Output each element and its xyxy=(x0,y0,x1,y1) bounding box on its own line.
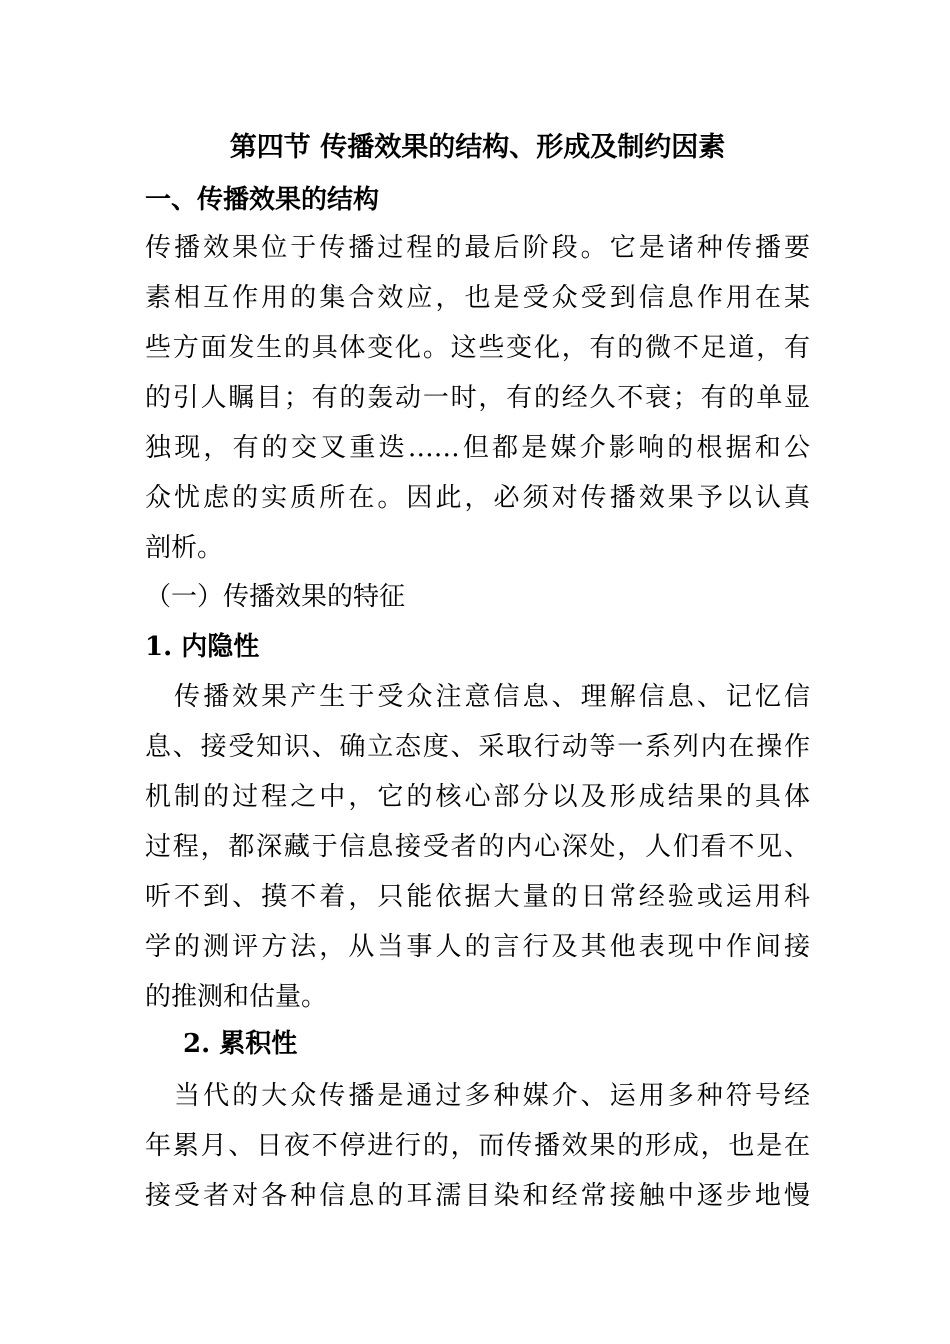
text-line: 息、接受知识、确立态度、采取行动等一系列内在操作 xyxy=(145,732,810,762)
subsection-heading: （一）传播效果的特征 xyxy=(145,582,406,612)
text-line: 剖析。 xyxy=(145,533,224,563)
point2-paragraph xyxy=(145,1071,810,1221)
page-title: 第四节 传播效果的结构、形成及制约因素 xyxy=(229,132,726,163)
text-line: 接受者对各种信息的耳濡目染和经常接触中逐步地慢 xyxy=(145,1181,810,1211)
text-line: 当代的大众传播是通过多种媒介、运用多种符号经 xyxy=(145,1081,810,1111)
text-line: 的推测和估量。 xyxy=(145,982,328,1012)
intro-paragraph xyxy=(145,223,810,573)
text-line: 些方面发生的具体变化。这些变化，有的微不足道，有 xyxy=(145,333,810,363)
text-line: 年累月、日夜不停进行的，而传播效果的形成，也是在 xyxy=(145,1131,810,1161)
text-line: 传播效果产生于受众注意信息、理解信息、记忆信 xyxy=(145,682,810,712)
point-heading-2: 2. 累积性 xyxy=(183,1029,298,1059)
text-line: 机制的过程之中，它的核心部分以及形成结果的具体 xyxy=(145,782,810,812)
text-line: 独现，有的交叉重迭……但都是媒介影响的根据和公 xyxy=(145,433,810,463)
text-line: 的引人瞩目；有的轰动一时，有的经久不衰；有的单显 xyxy=(145,383,810,413)
text-line: 众忧虑的实质所在。因此，必须对传播效果予以认真 xyxy=(145,483,810,513)
text-line: 学的测评方法，从当事人的言行及其他表现中作间接 xyxy=(145,932,810,962)
point-heading-1: 1. 内隐性 xyxy=(145,632,260,662)
text-line: 听不到、摸不着，只能依据大量的日常经验或运用科 xyxy=(145,882,810,912)
point1-paragraph xyxy=(145,672,810,1022)
text-line: 素相互作用的集合效应，也是受众受到信息作用在某 xyxy=(145,283,810,313)
text-line: 过程，都深藏于信息接受者的内心深处，人们看不见、 xyxy=(145,832,810,862)
section-heading: 一、传播效果的结构 xyxy=(145,185,380,215)
text-line: 传播效果位于传播过程的最后阶段。它是诸种传播要 xyxy=(145,233,810,263)
